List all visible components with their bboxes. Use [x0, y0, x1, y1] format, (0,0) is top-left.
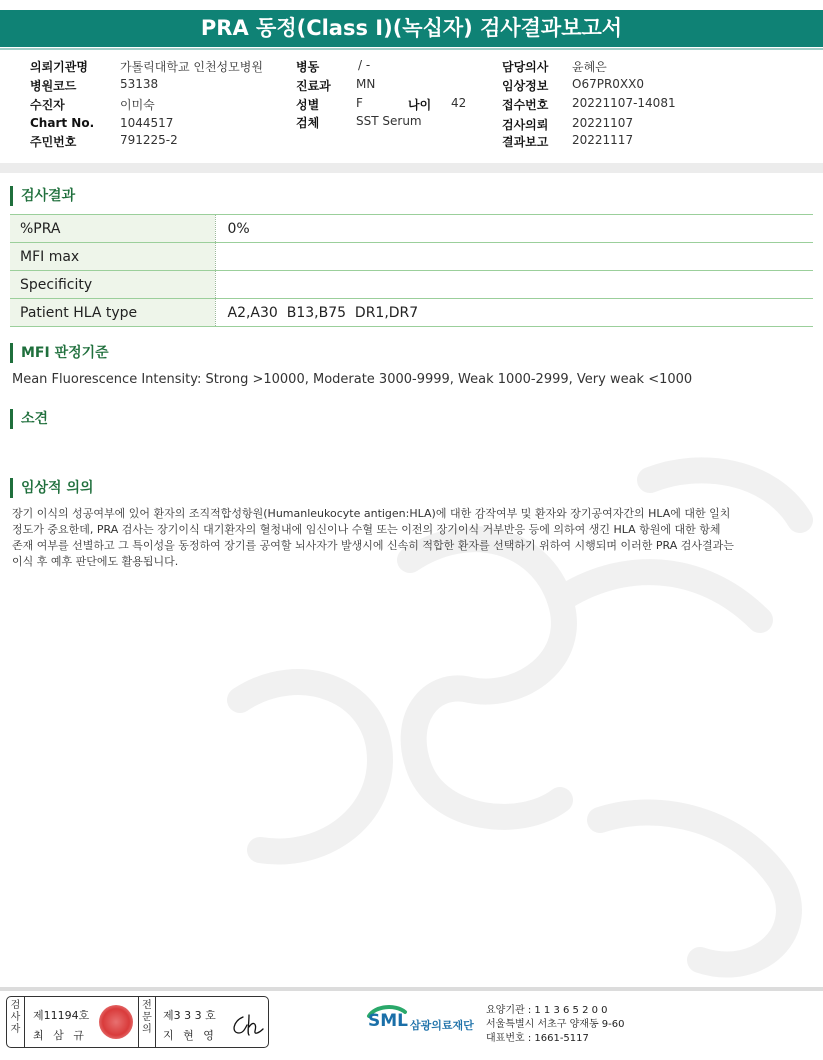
patient-info	[0, 58, 823, 158]
result-label-hla-type: Patient HLA type	[10, 299, 215, 327]
label-specimen: 검체	[296, 116, 320, 130]
value-department: MN	[356, 77, 376, 91]
result-value-specificity	[215, 271, 813, 299]
value-hospital-code: 53138	[120, 77, 159, 91]
value-report-date: 20221117	[572, 133, 634, 147]
section-title-findings: 소견	[10, 409, 48, 429]
label-receipt-no: 접수번호	[502, 98, 549, 112]
section-title-mfi: MFI 판정기준	[10, 343, 109, 363]
clinical-line: 이식 후 예후 판단에도 활용됩니다.	[12, 555, 179, 568]
supervisor-name: 지 현 영	[163, 1029, 217, 1042]
section-title-results: 검사결과	[10, 186, 75, 206]
logo-text: SML	[368, 1011, 408, 1031]
value-patient: 이미숙	[120, 98, 155, 112]
result-label-mfi-max: MFI max	[10, 243, 215, 271]
label-patient: 수진자	[30, 98, 65, 112]
value-clinical-info: O67PR0XX0	[572, 77, 644, 91]
tester-name: 최 삼 규	[33, 1029, 87, 1042]
seal-stamp-icon	[99, 1005, 133, 1039]
logo-subtitle: 삼광의료재단	[410, 1019, 474, 1032]
mfi-criteria-text: Mean Fluorescence Intensity: Strong >10000, Moderate 3000-9999, Weak 1000-2999, Very weak <1000	[12, 372, 693, 387]
section-title-clinical: 임상적 의의	[10, 478, 94, 498]
institution-line: 서울특별시 서초구 양재동 9-60	[486, 1019, 625, 1030]
value-request-date: 20221107	[572, 116, 634, 130]
clinical-line: 존재 여부를 선별하고 그 특이성을 동정하여 장기를 공여할 뇌사자가 발생시에 신속히 적합한 환자를 선택하기 위하여 시행되며 이러한 PRA 검사결과는	[12, 539, 734, 552]
result-value-pra: 0%	[215, 215, 813, 243]
results-table	[10, 214, 813, 327]
report-title: PRA 동정(Class I)(녹십자) 검사결과보고서	[0, 10, 823, 47]
value-receipt-no: 20221107-14081	[572, 96, 676, 110]
result-value-hla-type: A2,A30 B13,B75 DR1,DR7	[215, 299, 813, 327]
signature-icon	[229, 1011, 265, 1039]
label-institution: 의뢰기관명	[30, 60, 88, 74]
clinical-significance-text	[12, 506, 812, 570]
clinical-line: 정도가 중요한데, PRA 검사는 장기이식 대기환자의 혈청내에 임신이나 수혈 또는 이전의 장기이식 거부반응 등에 의하여 생긴 HLA 항원에 대한 항체	[12, 523, 721, 536]
value-chart-no: 1044517	[120, 116, 174, 130]
tester-license-no: 제11194호	[33, 1009, 90, 1022]
institution-line: 대표번호 : 1661-5117	[486, 1033, 589, 1044]
label-doctor: 담당의사	[502, 60, 549, 74]
label-report-date: 결과보고	[502, 135, 549, 149]
value-doctor: 윤혜은	[572, 60, 607, 74]
supervisor-label: 전 문 의	[138, 997, 156, 1047]
table-row	[10, 215, 813, 243]
value-institution: 가톨릭대학교 인천성모병원	[120, 60, 263, 74]
label-ward: 병동	[296, 60, 320, 74]
signature-box	[6, 996, 269, 1048]
table-row	[10, 299, 813, 327]
institution-line: 요양기관 : 1 1 3 6 5 2 0 0	[486, 1005, 608, 1016]
table-row	[10, 271, 813, 299]
result-label-pra: %PRA	[10, 215, 215, 243]
value-sex: F	[356, 96, 363, 110]
value-ward: / -	[358, 58, 371, 72]
clinical-line: 장기 이식의 성공여부에 있어 환자의 조직적합성항원(Humanleukocyte antigen:HLA)에 대한 감작여부 및 환자와 장기공여자간의 HLA에 대한 일치	[12, 507, 731, 520]
table-row	[10, 243, 813, 271]
tester-label: 검 사 자	[7, 997, 25, 1047]
report-footer	[0, 987, 823, 1060]
label-request-date: 검사의뢰	[502, 118, 549, 132]
label-resident-no: 주민번호	[30, 135, 77, 149]
label-age: 나이	[408, 98, 432, 112]
value-age: 42	[451, 96, 467, 110]
result-value-mfi-max	[215, 243, 813, 271]
label-chart-no: Chart No.	[30, 116, 95, 130]
value-specimen: SST Serum	[356, 114, 422, 128]
label-clinical-info: 임상정보	[502, 79, 549, 93]
label-sex: 성별	[296, 98, 320, 112]
value-resident-no: 791225-2	[120, 133, 178, 147]
label-department: 진료과	[296, 79, 331, 93]
label-hospital-code: 병원코드	[30, 79, 77, 93]
result-label-specificity: Specificity	[10, 271, 215, 299]
supervisor-license-no: 제3 3 3 호	[163, 1009, 216, 1022]
divider-band	[0, 163, 823, 173]
footer-divider	[0, 987, 823, 991]
institution-info	[486, 1004, 625, 1046]
